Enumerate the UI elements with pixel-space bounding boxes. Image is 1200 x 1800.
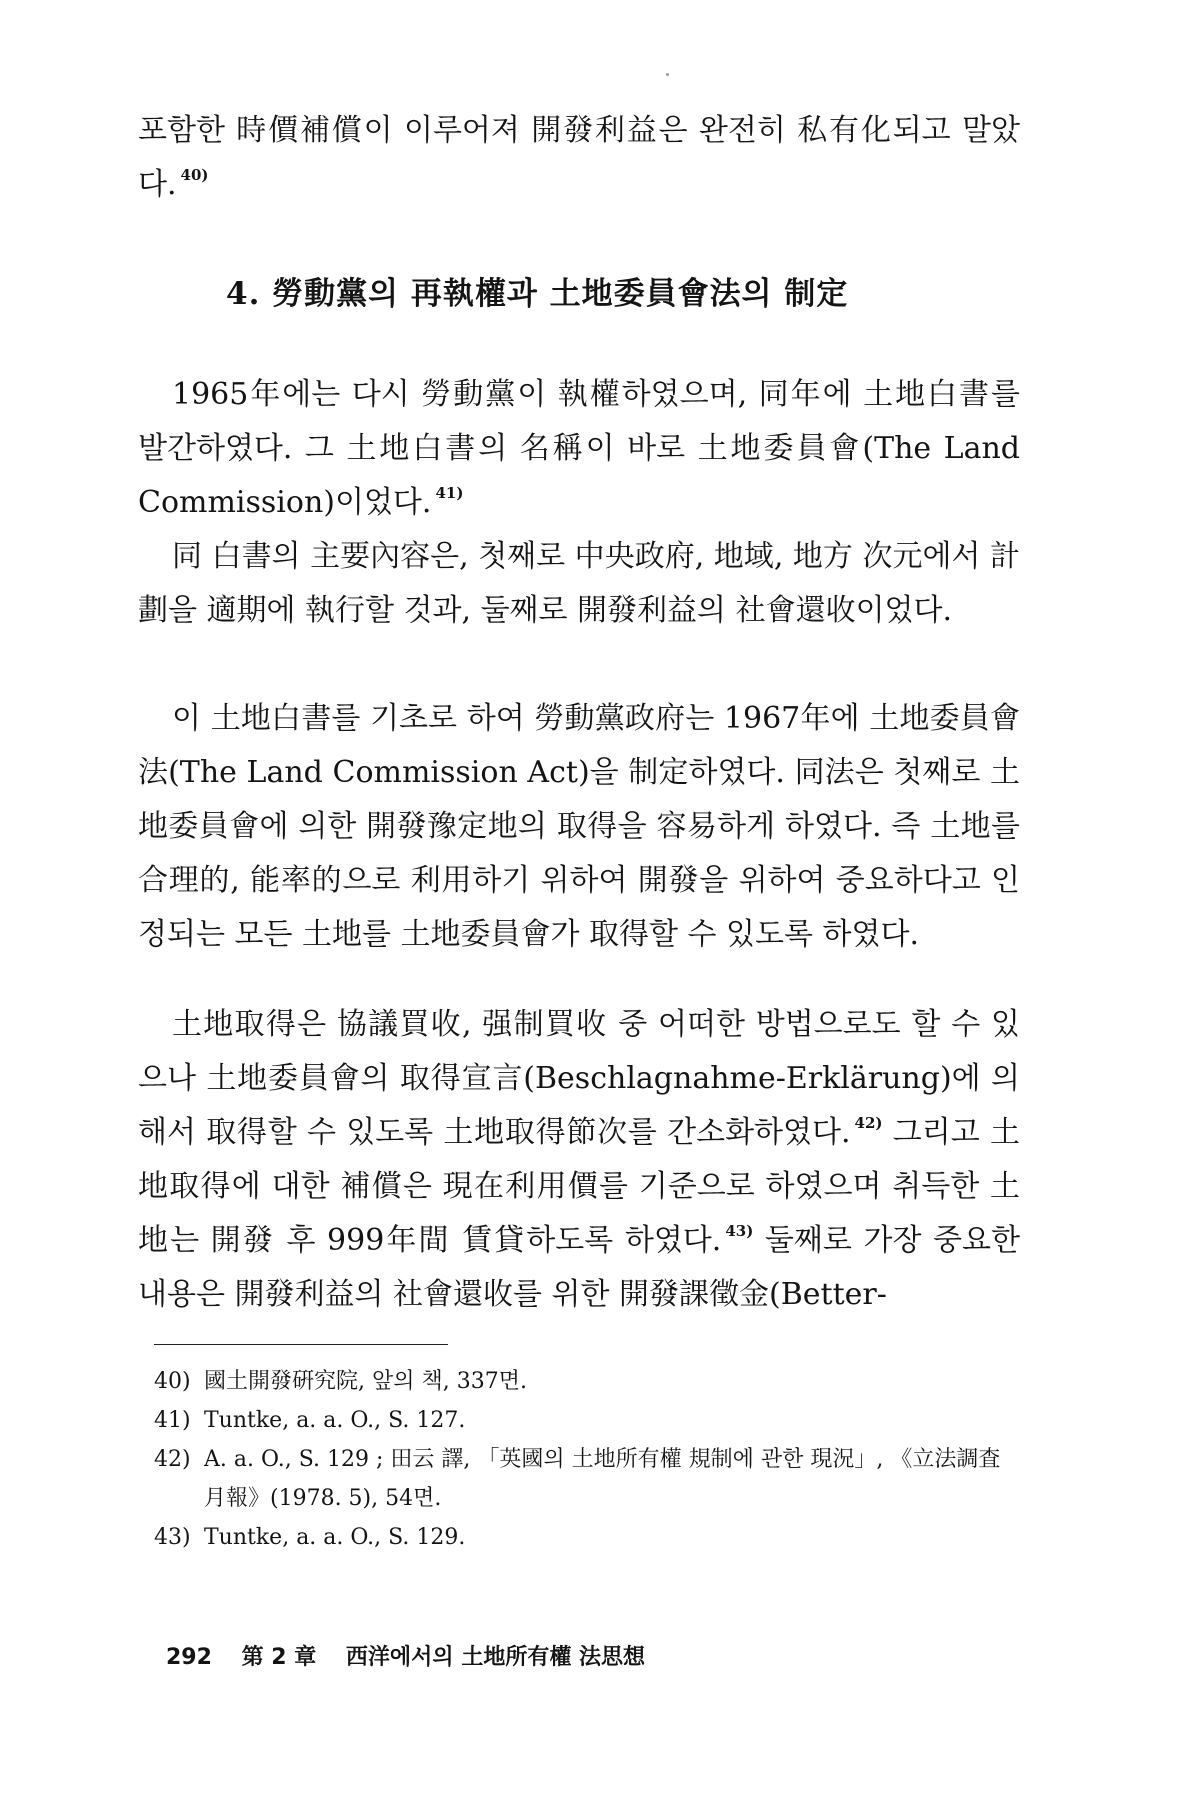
footnote: [154, 1362, 1020, 1401]
paragraph-text: 둘째로 가장 중요한 내용은 開發利益의 社會還收를 위한 開發課徵金(Better-: [138, 1223, 1020, 1312]
footnote-ref-42: 42): [854, 1114, 883, 1132]
footnote-ref-43: 43): [725, 1222, 754, 1240]
paragraph-1: [138, 368, 1020, 530]
footnote-number: 40): [154, 1369, 191, 1394]
scan-speck: [666, 73, 669, 76]
footnote-text: Tuntke, a. a. O., S. 127.: [204, 1408, 466, 1433]
footnote-number: 43): [154, 1525, 191, 1550]
page-number: 292: [166, 1645, 212, 1670]
footnote-number: 41): [154, 1408, 191, 1433]
paragraph-continued: [138, 104, 1020, 212]
section-heading: 4. 勞動黨의 再執權과 土地委員會法의 制定: [226, 276, 849, 312]
footnote-ref-40: 40): [180, 166, 209, 184]
paragraph-text: 1965年에는 다시 勞動黨이 執權하였으며, 同年에 土地白書를 발간하였다. 그 土地白書의 名稱이 바로 土地委員會(The Land Commission)이었다.: [138, 377, 1020, 520]
footnote-text: Tuntke, a. a. O., S. 129.: [204, 1525, 466, 1550]
page-footer: [166, 1640, 667, 1671]
paragraph-text: 그리고 土地取得에 대한 補償은 現在利用價를 기준으로 하였으며 취득한 土地는 開發 후 999年間 賃貸하도록 하였다.: [138, 1115, 1021, 1258]
footnote: [154, 1401, 1020, 1440]
footnote: [154, 1518, 1020, 1557]
paragraph-4: [138, 998, 1020, 1322]
paragraph-3: [138, 692, 1020, 962]
footnote-text: 國土開發硏究院, 앞의 책, 337면.: [204, 1369, 527, 1394]
footnote: [154, 1440, 1020, 1518]
footnote-list: [154, 1362, 1020, 1557]
chapter-label: 第 2 章: [241, 1645, 317, 1670]
footnote-divider: [154, 1344, 448, 1345]
footnote-text: A. a. O., S. 129 ; 田云 譯, 「英國의 土地所有權 規制에 관한 現況」, 《立法調査月報》(1978. 5), 54면.: [204, 1447, 1001, 1511]
paragraph-text: 土地取得은 協議買收, 强制買收 중 어떠한 방법으로도 할 수 있으나 土地委員會의 取得宣言(Beschlagnahme-Erklärung)에 의해서 取得할 수 있도록 土地取得節次를 간소화하였다.: [138, 1007, 1020, 1150]
paragraph-text: 이 土地白書를 기초로 하여 勞動黨政府는 1967年에 土地委員會法(The Land Commission Act)을 制定하였다. 同法은 첫째로 土地委員會에 의한 開發豫定地의 取得을 容易하게 하였다. 즉 土地를 合理的, 能率的으로 利用하기 위하여 開發을 위하여 중요하다고 인정되는 모든 土地를 土地委員會가 取得할 수 있도록 하였다.: [138, 701, 1020, 952]
paragraph-text: 포함한 時價補償이 이루어져 開發利益은 완전히 私有化되고 말았다.: [138, 113, 1020, 202]
paragraph-text: 同 白書의 主要內容은, 첫째로 中央政府, 地域, 地方 次元에서 計劃을 適期에 執行할 것과, 둘째로 開發利益의 社會還收이었다.: [138, 539, 1020, 628]
chapter-title: 西洋에서의 土地所有權 法思想: [345, 1645, 645, 1670]
footnote-ref-41: 41): [435, 484, 464, 502]
paragraph-2: [138, 530, 1020, 638]
footnote-number: 42): [154, 1447, 191, 1472]
